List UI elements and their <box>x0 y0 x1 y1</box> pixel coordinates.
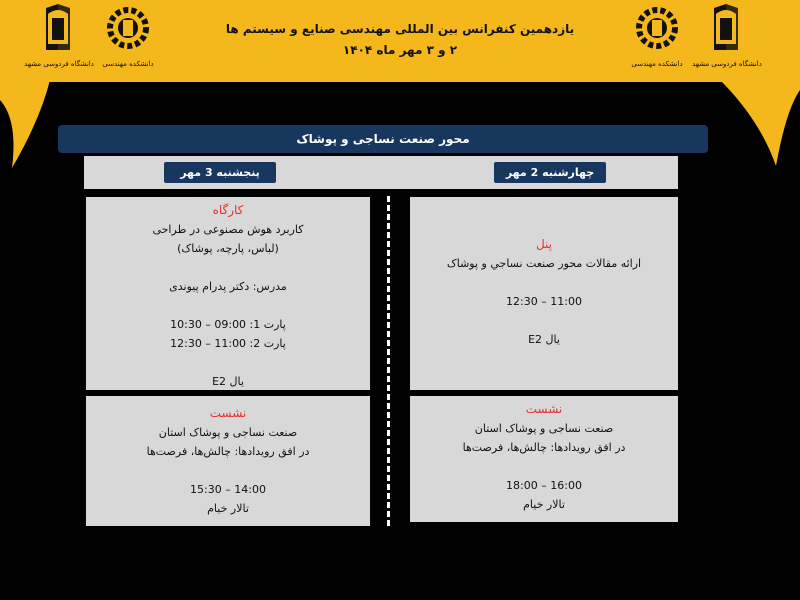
university-logo-right <box>692 4 762 74</box>
part-1-time: پارت 1: 09:00 – 10:30 <box>170 318 286 331</box>
wed-session-card <box>410 396 678 522</box>
event-title: کاربرد هوش مصنوعی در طراحی <box>152 223 304 236</box>
column-divider <box>387 196 390 526</box>
topic-bar: محور صنعت نساجی و پوشاک <box>58 125 708 153</box>
svg-text:دانشکده مهندسی: دانشکده مهندسی <box>631 60 683 68</box>
event-time: 16:00 – 18:00 <box>506 479 582 492</box>
left-swoosh-decoration <box>0 80 60 170</box>
part-2-time: پارت 2: 11:00 – 12:30 <box>170 337 286 350</box>
wed-panel-card <box>410 197 678 390</box>
header-banner <box>0 0 800 82</box>
event-title: صنعت نساجی و پوشاک استان <box>158 426 298 439</box>
day-header-row <box>84 156 678 189</box>
right-swoosh-decoration <box>720 80 800 170</box>
engineering-faculty-logo-left <box>96 4 160 74</box>
event-type-label: پنل <box>535 237 553 251</box>
thu-session-card <box>86 396 370 526</box>
event-title: ارائه مقالات محور صنعت نساجي و پوشاک <box>446 257 642 270</box>
event-subtitle: (لباس، پارچه، پوشاک) <box>177 242 279 255</box>
conference-date: ۲ و ۳ مهر ماه ۱۴۰۴ <box>342 43 458 57</box>
event-type-label: کارگاه <box>212 203 244 217</box>
instructor: مدرس: دکتر پدرام پیوندی <box>169 280 287 293</box>
conference-title: یازدهمین کنفرانس بین المللی مهندسی صنایع و سیستم ها <box>225 22 575 36</box>
university-logo-left <box>24 4 94 74</box>
event-subtitle: در افق رویدادها: چالش‌ها، فرصت‌ها <box>146 445 310 458</box>
svg-text:دانشکده مهندسی: دانشکده مهندسی <box>102 60 154 68</box>
svg-text:دانشگاه فردوسی مشهد: دانشگاه فردوسی مشهد <box>24 60 94 68</box>
event-title: صنعت نساجی و پوشاک استان <box>474 422 614 435</box>
event-time: 14:00 – 15:30 <box>190 483 266 496</box>
thu-workshop-card <box>86 197 370 390</box>
event-venue: تالار خیام <box>523 498 565 511</box>
svg-text:دانشگاه فردوسی مشهد: دانشگاه فردوسی مشهد <box>692 60 762 68</box>
event-venue: یال E2 <box>212 375 244 388</box>
engineering-faculty-logo-right <box>625 4 689 74</box>
event-venue: تالار خیام <box>207 502 249 515</box>
event-time: 11:00 – 12:30 <box>506 295 582 308</box>
event-type-label: نشست <box>525 402 563 416</box>
event-subtitle: در افق رویدادها: چالش‌ها، فرصت‌ها <box>462 441 626 454</box>
event-venue: یال E2 <box>528 333 560 346</box>
event-type-label: نشست <box>209 406 247 420</box>
day-label-wednesday: چهارشنبه 2 مهر <box>494 162 606 183</box>
day-label-thursday: پنجشنبه 3 مهر <box>164 162 276 183</box>
